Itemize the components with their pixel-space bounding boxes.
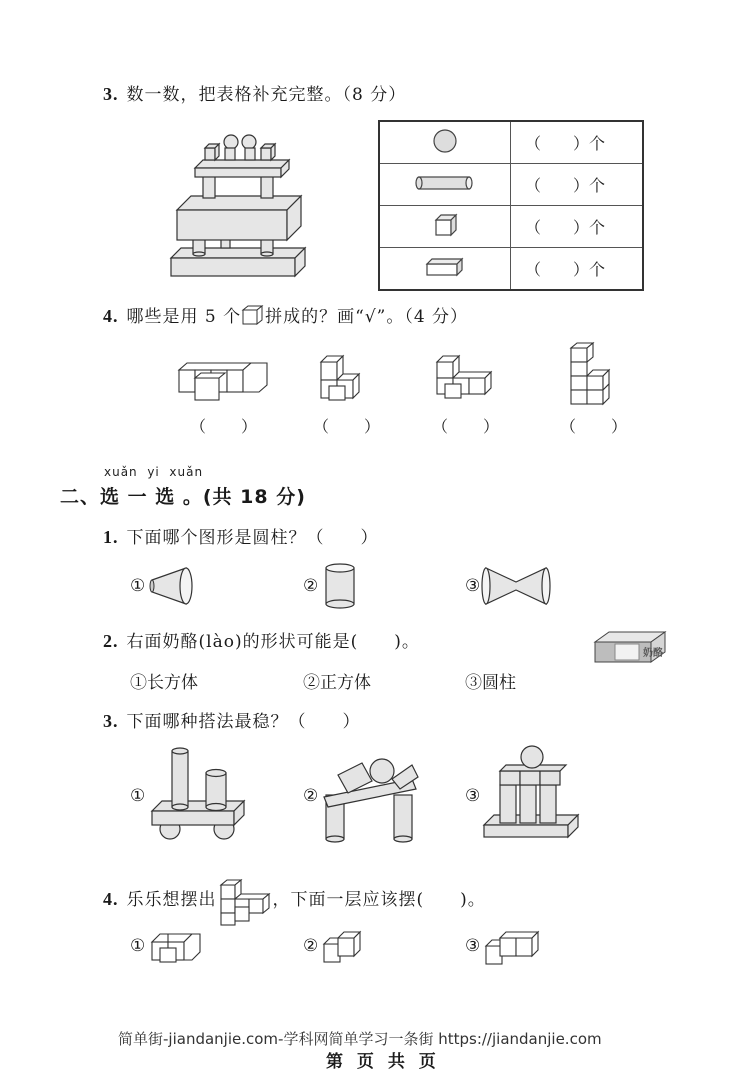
s2q3-option-2[interactable]: ②: [303, 786, 319, 806]
cylinder-option-icon: [322, 562, 358, 610]
s2q3-option-1[interactable]: ①: [130, 786, 146, 806]
q4-text-after: 拼成的？画“√”。（4 分）: [265, 307, 469, 327]
table-row: [379, 206, 643, 248]
layer-option-3-figure: [482, 926, 552, 970]
cuboid-cell: [379, 248, 511, 291]
q3-number: 3.: [103, 84, 119, 104]
arrangement-d: [571, 343, 609, 404]
section2-title: 二、选 一 选 。(共 18 分): [60, 486, 306, 508]
section2-pinyin: xuǎn yi xuǎn: [104, 465, 204, 479]
layer-option-1-figure: [148, 928, 208, 968]
stack-option-1-figure: [150, 745, 250, 840]
small-cube-icon: [242, 305, 264, 325]
frustum-icon: [148, 566, 198, 606]
s2q1-title: [103, 523, 379, 548]
cube-arrangements-figure: [175, 340, 635, 410]
q4-answer-c[interactable]: （ ）: [432, 417, 501, 436]
s2q4-number: 4.: [103, 889, 119, 909]
s2q2-title: [103, 627, 420, 652]
s2q4-option-1[interactable]: ①: [130, 936, 146, 956]
sphere-icon: [430, 126, 460, 156]
s2q1-text: 下面哪个图形是圆柱？（ ）: [126, 528, 379, 548]
cheese-label: 奶酪: [643, 648, 663, 659]
s2q2-text: 右面奶酪(lào)的形状可能是( )。: [126, 632, 420, 652]
cylinder-cell: [379, 164, 511, 206]
cube-cell: [379, 206, 511, 248]
hourglass-shape-icon: [480, 566, 555, 606]
stack-option-3-figure: [482, 745, 582, 840]
s2q2-option-3[interactable]: ③圆柱: [465, 673, 516, 693]
table-row: [379, 121, 643, 164]
sphere-cell: [379, 121, 511, 164]
arrangement-b: [321, 356, 359, 400]
s2q1-option-1[interactable]: ①: [130, 576, 146, 596]
s2q3-text: 下面哪种搭法最稳？（ ）: [126, 712, 361, 732]
s2q3-title: [103, 707, 361, 732]
count-table: [378, 120, 644, 291]
block-structure-figure: [165, 128, 310, 280]
page-number: 第 页 共 页: [326, 1052, 440, 1072]
q4-title: [103, 302, 468, 327]
q4-answer-a[interactable]: （ ）: [190, 417, 259, 436]
s2q4-text-after: ，下面一层应该摆( )。: [272, 890, 486, 910]
s2q4-title: [103, 877, 486, 927]
table-row: [379, 248, 643, 291]
s2q1-option-2[interactable]: ②: [303, 576, 319, 596]
s2q1-number: 1.: [103, 527, 119, 547]
s2q4-text-before: 乐乐想摆出: [126, 890, 217, 910]
stack-option-2-figure: [320, 745, 420, 843]
s2q3-option-3[interactable]: ③: [465, 786, 481, 806]
q4-answer-b[interactable]: （ ）: [313, 417, 382, 436]
cuboid-icon: [423, 255, 467, 279]
q4-answer-d[interactable]: （ ）: [560, 417, 629, 436]
q4-text-before: 哪些是用 5 个: [126, 307, 242, 327]
table-row: [379, 164, 643, 206]
q3-title: [103, 80, 406, 105]
target-cube-shape-icon: [217, 877, 273, 927]
cube-count-blank[interactable]: （ ）个: [511, 206, 644, 248]
footer-watermark-text: 简单街-jiandanjie.com-学科网简单学习一条街 https://jiandanjie.com: [118, 1030, 602, 1048]
cylinder-icon: [415, 173, 475, 193]
q4-number: 4.: [103, 306, 119, 326]
s2q2-option-2[interactable]: ②正方体: [303, 673, 371, 693]
arrangement-c: [437, 356, 491, 398]
cuboid-count-blank[interactable]: （ ）个: [511, 248, 644, 291]
s2q3-number: 3.: [103, 711, 119, 731]
s2q2-option-1[interactable]: ①长方体: [130, 673, 198, 693]
sphere-count-blank[interactable]: （ ）个: [511, 121, 644, 164]
s2q4-option-2[interactable]: ②: [303, 936, 319, 956]
s2q2-number: 2.: [103, 631, 119, 651]
cylinder-count-blank[interactable]: （ ）个: [511, 164, 644, 206]
s2q4-option-3[interactable]: ③: [465, 936, 481, 956]
s2q1-option-3[interactable]: ③: [465, 576, 481, 596]
q3-text: 数一数，把表格补充完整。（8 分）: [126, 85, 407, 105]
arrangement-a: [179, 363, 267, 400]
layer-option-2-figure: [320, 928, 380, 968]
cube-icon: [430, 210, 460, 240]
